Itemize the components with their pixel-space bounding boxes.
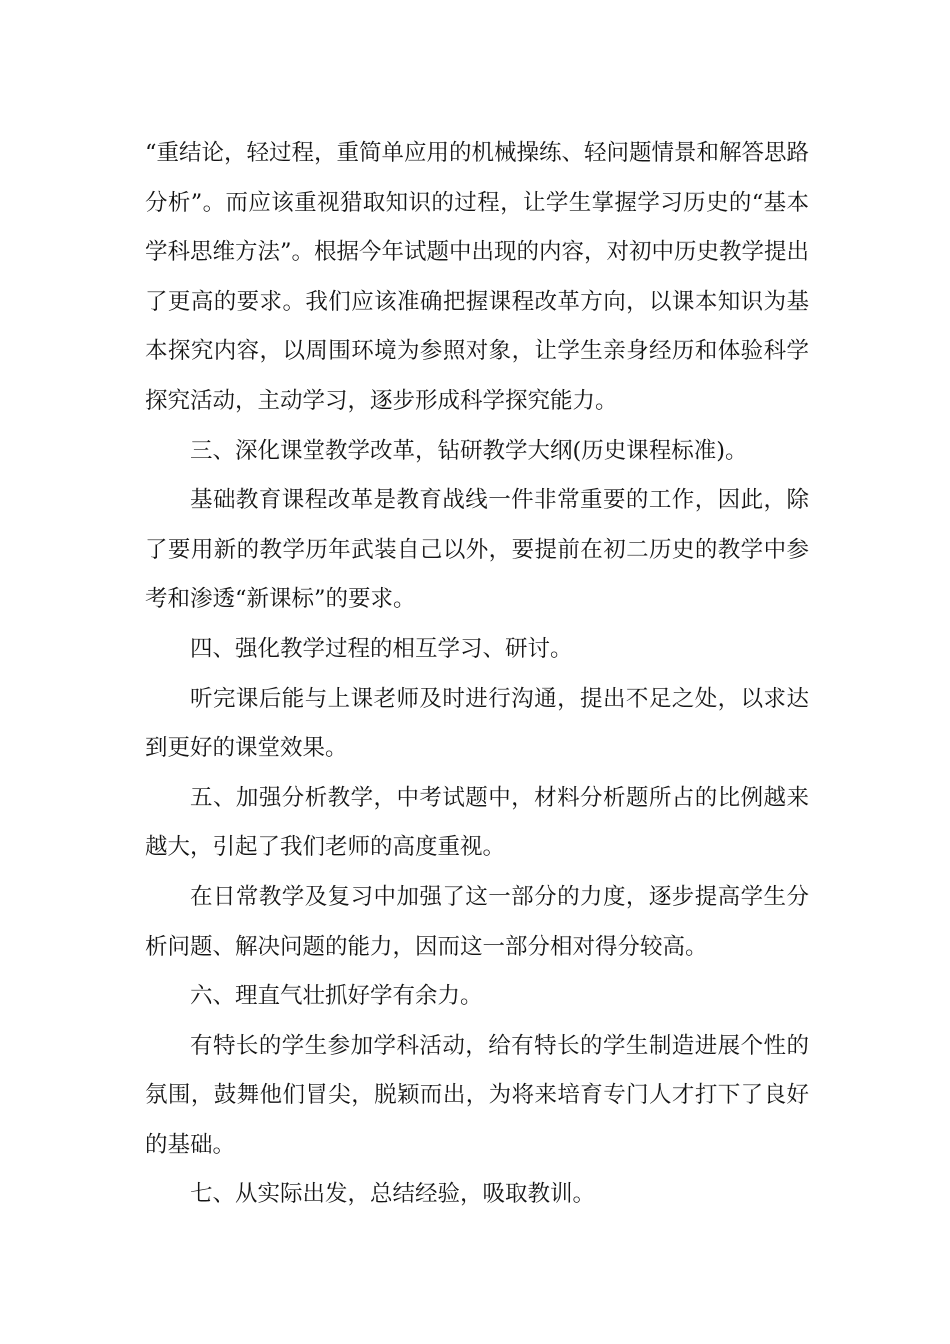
paragraph-3: 基础教育课程改革是教育战线一件非常重要的工作，因此，除了要用新的教学历年武装自己以外，要提前在初二历史的教学中参考和渗透“新课标”的要求。: [145, 487, 809, 613]
section-heading-7: 七、从实际出发，总结经验，吸取教训。: [190, 1181, 596, 1208]
section-heading-3: 三、深化课堂教学改革，钻研教学大纲(历史课程标准)。: [190, 437, 748, 464]
section-heading-4: 四、强化教学过程的相互学习、研讨。: [190, 635, 573, 662]
paragraph-6: 有特长的学生参加学科活动，给有特长的学生制造进展个性的氛围，鼓舞他们冒尖，脱颖而出，为将来培育专门人才打下了良好的基础。: [145, 1032, 809, 1158]
document-body: [145, 129, 809, 1220]
paragraph-intro: “重结论，轻过程，重简单应用的机械操练、轻问题情景和解答思路分析”。而应该重视猎取知识的过程，让学生掌握学习历史的“基本学科思维方法”。根据今年试题中出现的内容，对初中历史教学提出了更高的要求。我们应该准确把握课程改革方向，以课本知识为基本探究内容，以周围环境为参照对象，让学生亲身经历和体验科学探究活动，主动学习，逐步形成科学探究能力。: [145, 140, 810, 414]
paragraph-4: 听完课后能与上课老师及时进行沟通，提出不足之处，以求达到更好的课堂效果。: [145, 685, 809, 762]
paragraph-5: 在日常教学及复习中加强了这一部分的力度，逐步提高学生分析问题、解决问题的能力，因而这一部分相对得分较高。: [145, 883, 809, 960]
section-heading-5: 五、加强分析教学，中考试题中，材料分析题所占的比例越来越大，引起了我们老师的高度重视。: [145, 784, 809, 861]
section-heading-6: 六、理直气壮抓好学有余力。: [190, 983, 483, 1010]
